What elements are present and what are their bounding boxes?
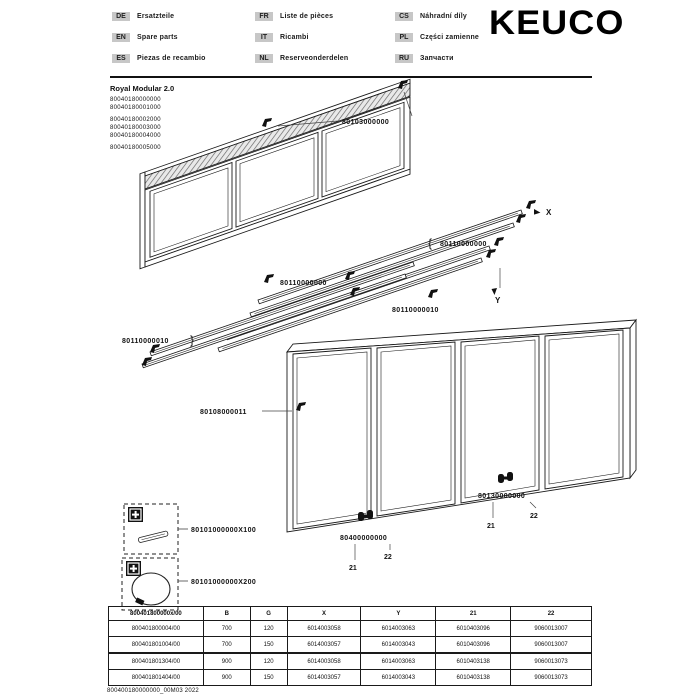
clip-icon xyxy=(526,200,536,209)
language-code-badge: NL xyxy=(255,54,273,63)
bracket-icon: } xyxy=(190,333,195,347)
callout-label: 80130000000 xyxy=(478,493,526,500)
cell-x: 6014003057 xyxy=(287,637,361,654)
language-label: Запчасти xyxy=(420,55,454,62)
accessories-box xyxy=(124,504,256,554)
light-rail xyxy=(250,223,514,317)
callout-label: 80108000011 xyxy=(200,409,247,416)
strip-part xyxy=(138,531,168,543)
table-row xyxy=(109,670,592,686)
product-variant: 80040180003000 xyxy=(110,125,161,131)
product-variant: 80040180000000 xyxy=(110,97,161,103)
cell-g: 120 xyxy=(250,653,287,670)
clip-icon xyxy=(494,237,504,246)
cell-y: 6014003063 xyxy=(361,653,436,670)
marker-21: 21 xyxy=(487,523,495,530)
product-variant: 80040180001000 xyxy=(110,105,161,111)
language-label: Piezas de recambio xyxy=(137,55,206,62)
language-code-badge: FR xyxy=(255,12,273,21)
table-row xyxy=(109,621,592,637)
language-code-badge: IT xyxy=(255,33,273,42)
language-label: Ricambi xyxy=(280,34,309,41)
callout-label: 80400000000 xyxy=(340,535,388,542)
arrow-icon xyxy=(533,209,541,216)
cell-x: 6014003058 xyxy=(287,621,361,637)
table-header-22: 22 xyxy=(511,607,592,621)
table-header-21: 21 xyxy=(436,607,511,621)
cell-b: 900 xyxy=(203,653,250,670)
cell-b: 700 xyxy=(203,637,250,654)
fastener-icon xyxy=(126,561,141,576)
lower-cabinet xyxy=(287,320,636,532)
marker-22: 22 xyxy=(384,554,392,561)
product-title: Royal Modular 2.0 xyxy=(110,84,175,93)
cell-21: 6010403138 xyxy=(436,670,511,686)
arrow-icon xyxy=(492,288,498,295)
cell-21: 6010403096 xyxy=(436,621,511,637)
callout-label: 80103000000 xyxy=(342,119,390,126)
callout-label: 80110000010 xyxy=(122,338,169,345)
table-row xyxy=(109,653,592,670)
callout-label: 80110000010 xyxy=(392,307,439,314)
cell-y: 6014003043 xyxy=(361,670,436,686)
table-row xyxy=(109,637,592,654)
cell-id: 800401801304/00 xyxy=(109,653,204,670)
cell-x: 6014003058 xyxy=(287,653,361,670)
cell-id: 800401801404/00 xyxy=(109,670,204,686)
language-code-badge: PL xyxy=(395,33,413,42)
cell-id: 800401801004/00 xyxy=(109,637,204,654)
product-variant: 80040180002000 xyxy=(110,117,161,123)
marker-x: X xyxy=(546,208,552,217)
marker-21: 21 xyxy=(349,565,357,572)
doc-id: 800400180000000_00M03 2022 xyxy=(107,688,199,694)
language-code-badge: CS xyxy=(395,12,413,21)
cell-g: 150 xyxy=(250,670,287,686)
mirror-door xyxy=(545,330,623,489)
upper-cabinet xyxy=(140,79,410,269)
mirror-door xyxy=(377,342,455,516)
brand-logo: KEUCO xyxy=(489,4,625,42)
table-header-g: G xyxy=(250,607,287,621)
callout-label: 80110000000 xyxy=(440,241,487,248)
cell-21: 6010403096 xyxy=(436,637,511,654)
table-header-row xyxy=(109,607,592,621)
cell-g: 150 xyxy=(250,637,287,654)
language-code-badge: RU xyxy=(395,54,413,63)
cell-21: 6010403138 xyxy=(436,653,511,670)
callout-label: 80101000000X200 xyxy=(191,579,257,586)
clip-icon xyxy=(262,118,272,127)
callout-label: 80110000000 xyxy=(280,280,327,287)
marker-22: 22 xyxy=(530,513,538,520)
language-label: Reserveonderdelen xyxy=(280,55,349,62)
accessories-box xyxy=(122,558,256,610)
cell-b: 700 xyxy=(203,621,250,637)
mirror-door xyxy=(293,348,371,529)
product-variant: 80040180005000 xyxy=(110,145,161,151)
cabinet-left-cap xyxy=(140,172,145,269)
cell-y: 6014003063 xyxy=(361,621,436,637)
language-label: Ersatzteile xyxy=(137,13,175,20)
table-header-id: 800401800000x/00 xyxy=(109,607,204,621)
table-header-b: B xyxy=(203,607,250,621)
language-code-badge: DE xyxy=(112,12,130,21)
language-label: Części zamienne xyxy=(420,34,480,41)
language-code-badge: ES xyxy=(112,54,130,63)
cell-id: 800401800004/00 xyxy=(109,621,204,637)
product-variant: 80040180004000 xyxy=(110,133,161,139)
cell-22: 9060013073 xyxy=(511,653,592,670)
language-label: Náhradní díly xyxy=(420,13,467,20)
language-label: Liste de pièces xyxy=(280,13,334,20)
table-header-x: X xyxy=(287,607,361,621)
cell-22: 9060013007 xyxy=(511,637,592,654)
cell-b: 900 xyxy=(203,670,250,686)
fastener-icon xyxy=(128,507,143,522)
table-header-y: Y xyxy=(361,607,436,621)
clip-icon xyxy=(428,289,438,298)
cell-22: 9060013073 xyxy=(511,670,592,686)
clip-icon xyxy=(264,274,274,283)
cell-y: 6014003043 xyxy=(361,637,436,654)
cell-x: 6014003057 xyxy=(287,670,361,686)
bracket-icon: { xyxy=(428,236,433,250)
language-code-badge: EN xyxy=(112,33,130,42)
callout-label: 80101000000X100 xyxy=(191,527,257,534)
marker-y: Y xyxy=(495,296,501,305)
parts-table xyxy=(108,606,592,686)
cabinet-right-face xyxy=(630,320,636,478)
cell-g: 120 xyxy=(250,621,287,637)
language-label: Spare parts xyxy=(137,34,178,41)
cell-22: 9060013007 xyxy=(511,621,592,637)
